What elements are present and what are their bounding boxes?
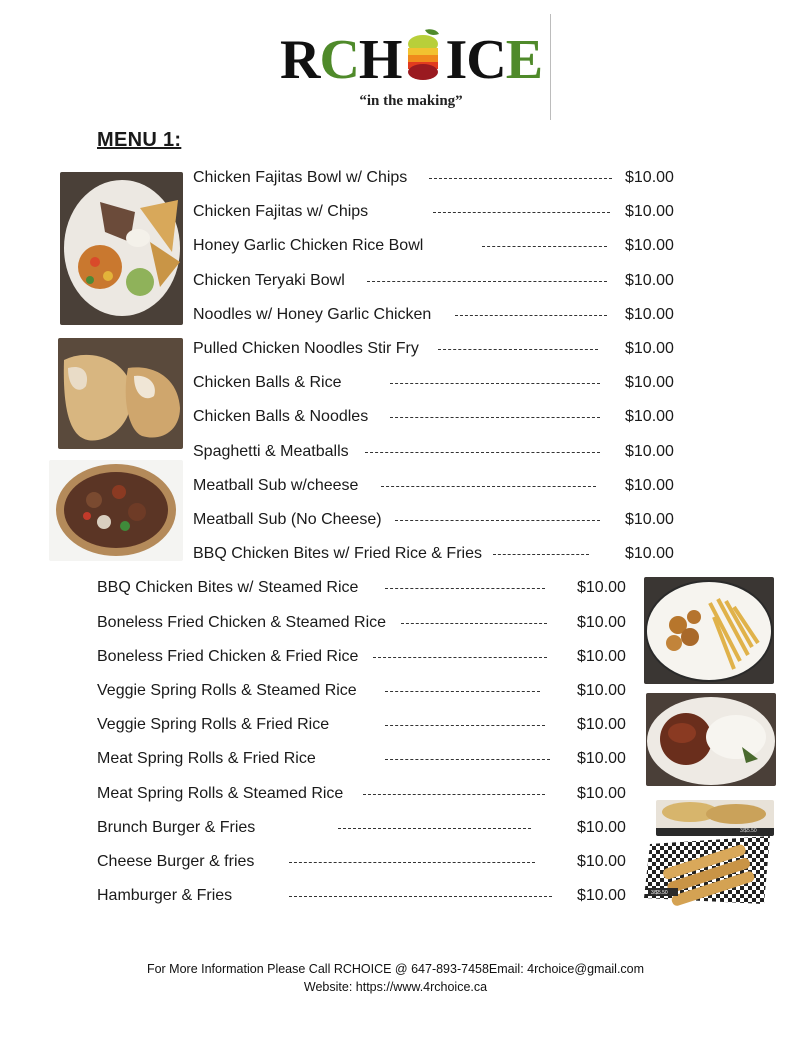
menu-item	[97, 579, 632, 601]
menu-item	[193, 306, 678, 328]
dotted-leader	[385, 588, 545, 589]
item-name: BBQ Chicken Bites w/ Fried Rice & Fries	[193, 545, 482, 562]
dotted-leader	[438, 349, 598, 350]
rchoice-logo	[280, 24, 543, 91]
item-price: $10.00	[625, 237, 674, 254]
dotted-leader	[401, 623, 547, 624]
item-price: $10.00	[625, 511, 674, 528]
dotted-leader	[482, 246, 607, 247]
item-name: Pulled Chicken Noodles Stir Fry	[193, 340, 419, 357]
item-name: Meatball Sub (No Cheese)	[193, 511, 382, 528]
tagline: “in the making”	[359, 93, 463, 109]
logo-divider	[550, 14, 551, 120]
menu-item	[193, 237, 678, 259]
item-price: $10.00	[577, 716, 626, 733]
menu-item	[97, 819, 632, 841]
menu-item	[193, 169, 678, 191]
item-price: $10.00	[577, 579, 626, 596]
item-price: $10.00	[577, 819, 626, 836]
dotted-leader	[381, 486, 596, 487]
dotted-leader	[289, 896, 552, 897]
logo-e: E	[505, 29, 543, 91]
footer	[0, 960, 791, 996]
dotted-leader	[373, 657, 547, 658]
menu-item	[97, 648, 632, 670]
dotted-leader	[433, 212, 610, 213]
chicken-rice-photo	[646, 693, 776, 786]
item-price: $10.00	[625, 169, 674, 186]
item-name: Noodles w/ Honey Garlic Chicken	[193, 306, 432, 323]
menu-item	[97, 750, 632, 772]
dotted-leader	[390, 383, 600, 384]
item-price: $10.00	[625, 443, 674, 460]
dotted-leader	[390, 417, 600, 418]
dotted-leader	[395, 520, 600, 521]
menu-item	[193, 408, 678, 430]
item-price: $10.00	[625, 340, 674, 357]
item-name: Chicken Balls & Rice	[193, 374, 342, 391]
item-price: $10.00	[577, 648, 626, 665]
rice-bowl-photo	[49, 460, 183, 561]
item-price: $10.00	[577, 614, 626, 631]
logo-h: H	[358, 29, 402, 91]
item-name: Chicken Balls & Noodles	[193, 408, 369, 425]
chicken-wrap-photo	[58, 338, 183, 449]
item-price: $10.00	[625, 477, 674, 494]
item-name: Boneless Fried Chicken & Steamed Rice	[97, 614, 387, 631]
dotted-leader	[338, 828, 531, 829]
item-name: Brunch Burger & Fries	[97, 819, 256, 836]
menu-item	[193, 511, 678, 533]
item-price: $10.00	[625, 408, 674, 425]
logo-ice: IC	[445, 29, 506, 91]
item-price: $10.00	[625, 374, 674, 391]
item-price: $10.00	[577, 887, 626, 904]
item-name: Meat Spring Rolls & Steamed Rice	[97, 785, 344, 802]
dotted-leader	[385, 759, 550, 760]
menu-item	[193, 374, 678, 396]
menu-item	[97, 716, 632, 738]
dotted-leader	[289, 862, 535, 863]
logo-wordmark	[280, 28, 542, 90]
logo-r: R	[280, 29, 320, 91]
dotted-leader	[363, 794, 545, 795]
item-name: Chicken Fajitas w/ Chips	[193, 203, 369, 220]
menu-item	[97, 682, 632, 704]
spring-rolls-price-tag-a: 3/$5.50	[740, 828, 757, 834]
item-price: $10.00	[577, 853, 626, 870]
dotted-leader	[367, 281, 607, 282]
menu-item	[97, 853, 632, 875]
item-price: $10.00	[625, 272, 674, 289]
item-name: Veggie Spring Rolls & Fried Rice	[97, 716, 330, 733]
fajitas-bowl-photo	[60, 172, 183, 325]
dotted-leader	[455, 315, 607, 316]
menu-item	[193, 272, 678, 294]
item-price: $10.00	[625, 203, 674, 220]
item-name: Hamburger & Fries	[97, 887, 233, 904]
item-name: Meat Spring Rolls & Fried Rice	[97, 750, 316, 767]
menu-item	[97, 614, 632, 636]
fruit-stack-icon	[401, 28, 445, 84]
spring-rolls-top-photo	[656, 800, 774, 836]
dotted-leader	[493, 554, 589, 555]
menu-item	[97, 887, 632, 909]
menu-item	[193, 203, 678, 225]
logo-c: C	[319, 29, 359, 91]
item-name: Veggie Spring Rolls & Steamed Rice	[97, 682, 357, 699]
item-name: Boneless Fried Chicken & Fried Rice	[97, 648, 359, 665]
dotted-leader	[365, 452, 600, 453]
item-name: Spaghetti & Meatballs	[193, 443, 349, 460]
dotted-leader	[385, 691, 540, 692]
item-price: $10.00	[625, 545, 674, 562]
menu-item	[193, 443, 678, 465]
dotted-leader	[385, 725, 545, 726]
item-name: Honey Garlic Chicken Rice Bowl	[193, 237, 424, 254]
item-name: Meatball Sub w/cheese	[193, 477, 359, 494]
item-price: $10.00	[625, 306, 674, 323]
item-name: Chicken Teryaki Bowl	[193, 272, 345, 289]
item-price: $10.00	[577, 785, 626, 802]
footer-contact-line: For More Information Please Call RCHOICE @ 647-893-7458Email: 4rchoice@gmail.com	[146, 962, 645, 976]
dotted-leader	[429, 178, 612, 179]
item-name: Chicken Fajitas Bowl w/ Chips	[193, 169, 408, 186]
menu-item	[97, 785, 632, 807]
footer-website-line: Website: https://www.4rchoice.ca	[303, 980, 488, 994]
chicken-fries-photo	[644, 577, 774, 684]
spring-rolls-price-tag-b: 3/$5.50	[651, 890, 668, 896]
item-price: $10.00	[577, 750, 626, 767]
menu-item	[193, 545, 678, 567]
spring-rolls-photo	[640, 834, 774, 906]
item-name: Cheese Burger & fries	[97, 853, 255, 870]
menu-item	[193, 340, 678, 362]
item-price: $10.00	[577, 682, 626, 699]
item-name: BBQ Chicken Bites w/ Steamed Rice	[97, 579, 359, 596]
menu-item	[193, 477, 678, 499]
menu-title: MENU 1:	[97, 129, 182, 151]
